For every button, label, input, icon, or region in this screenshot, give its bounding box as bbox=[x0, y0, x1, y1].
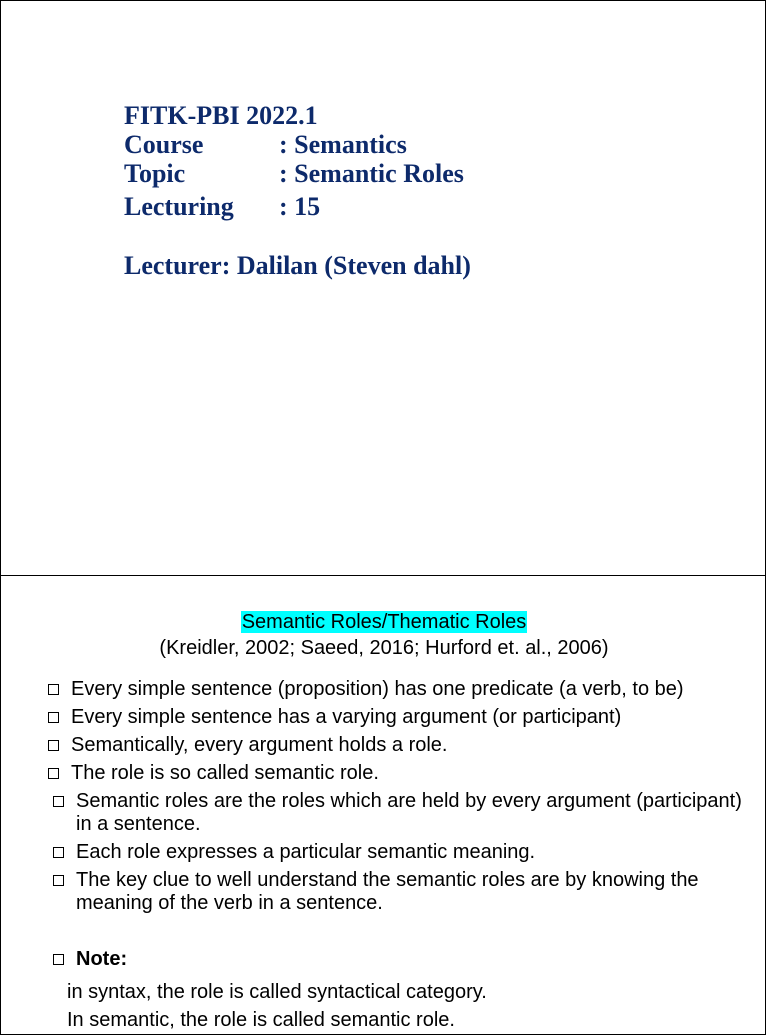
course-value: : Semantics bbox=[279, 130, 407, 159]
bullet-text: The role is so called semantic role. bbox=[71, 762, 379, 784]
note-body bbox=[67, 978, 487, 1034]
checkbox-bullet-icon bbox=[53, 954, 64, 965]
bullet-item bbox=[48, 869, 758, 915]
note-line: In semantic, the role is called semantic role. bbox=[67, 1009, 455, 1031]
slide-heading bbox=[1, 610, 767, 634]
topic-label: Topic bbox=[124, 159, 186, 188]
checkbox-bullet-icon bbox=[53, 847, 64, 858]
bullet-item bbox=[48, 678, 758, 701]
lecturer-text: Lecturer: Dalilan (Steven dahl) bbox=[124, 251, 471, 280]
citation: (Kreidler, 2002; Saeed, 2016; Hurford et. al., 2006) bbox=[159, 637, 609, 659]
bullet-item bbox=[48, 841, 758, 864]
note-line: in syntax, the role is called syntactical category. bbox=[67, 981, 487, 1003]
checkbox-bullet-icon bbox=[48, 740, 59, 751]
note-label: Note: bbox=[76, 948, 128, 970]
checkbox-bullet-icon bbox=[53, 796, 64, 807]
bullet-item bbox=[48, 762, 758, 785]
title-block bbox=[124, 101, 471, 280]
bullet-text: The key clue to well understand the semantic roles are by knowing the meaning of the verb in a sentence. bbox=[76, 869, 699, 914]
bullet-item bbox=[48, 706, 758, 729]
bullet-text: Each role expresses a particular semantic meaning. bbox=[76, 841, 536, 863]
bullet-text: Semantic roles are the roles which are held by every argument (participant) in a sentence. bbox=[76, 790, 742, 835]
lecturer-row bbox=[124, 251, 471, 280]
slide-title: FITK-PBI 2022.1 bbox=[124, 101, 318, 130]
highlighted-heading: Semantic Roles/Thematic Roles bbox=[241, 611, 527, 633]
lecturing-label: Lecturing bbox=[124, 192, 234, 221]
note-heading bbox=[53, 948, 127, 971]
bullet-text: Every simple sentence has a varying argument (or participant) bbox=[71, 706, 622, 728]
checkbox-bullet-icon bbox=[48, 768, 59, 779]
lecturing-row bbox=[124, 192, 471, 221]
course-row bbox=[124, 130, 471, 159]
checkbox-bullet-icon bbox=[48, 712, 59, 723]
lecturing-value: : 15 bbox=[279, 192, 321, 221]
topic-value: : Semantic Roles bbox=[279, 159, 464, 188]
content-slide bbox=[0, 575, 766, 1035]
bullet-item bbox=[48, 790, 758, 836]
course-label: Course bbox=[124, 130, 204, 159]
checkbox-bullet-icon bbox=[53, 875, 64, 886]
topic-row bbox=[124, 159, 471, 188]
bullet-list bbox=[48, 678, 758, 920]
bullet-text: Semantically, every argument holds a role. bbox=[71, 734, 448, 756]
bullet-item bbox=[48, 734, 758, 757]
checkbox-bullet-icon bbox=[48, 684, 59, 695]
bullet-text: Every simple sentence (proposition) has one predicate (a verb, to be) bbox=[71, 678, 684, 700]
